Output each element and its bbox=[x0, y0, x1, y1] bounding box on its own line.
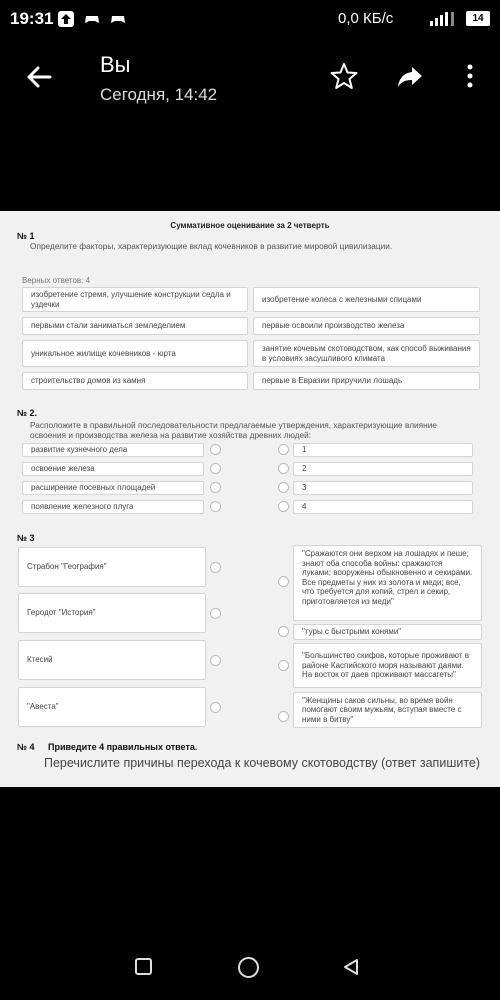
q4-text: Перечислите причины перехода к кочевому скотоводству (ответ запишите) bbox=[44, 756, 481, 770]
q2-item[interactable]: расширение посевных площадей bbox=[22, 481, 204, 495]
q2-slot-number: 2 bbox=[302, 464, 307, 474]
q2-radio[interactable] bbox=[210, 482, 221, 493]
back-arrow-icon[interactable] bbox=[24, 62, 54, 92]
q2-slot[interactable] bbox=[293, 500, 473, 514]
q1-text: Определите факторы, характеризующие вклад кочевников в развитие мировой цивилизации. bbox=[30, 241, 393, 251]
star-icon[interactable] bbox=[330, 62, 358, 90]
home-button[interactable] bbox=[238, 957, 259, 978]
upload-icon bbox=[58, 11, 74, 27]
q2-slot-number: 1 bbox=[302, 445, 307, 455]
q4-instruction: Приведите 4 правильных ответа. bbox=[48, 742, 198, 752]
q3-radio[interactable] bbox=[278, 576, 289, 587]
q2-radio[interactable] bbox=[210, 501, 221, 512]
q2-radio[interactable] bbox=[278, 482, 289, 493]
q3-quote[interactable]: "Сражаются они верхом на лошадях и пеше; знают оба способа войны: сражаются луками; вооружены обыкновенно и секирами. Все предметы у них из золота и меди; все, что требуется для копий, стрел и секир, приготовляется из меди" bbox=[293, 545, 482, 621]
q3-radio[interactable] bbox=[278, 711, 289, 722]
q2-radio[interactable] bbox=[210, 463, 221, 474]
q2-slot-number: 3 bbox=[302, 483, 307, 493]
q3-radio[interactable] bbox=[210, 608, 221, 619]
status-bar bbox=[0, 0, 500, 38]
q2-slot[interactable] bbox=[293, 462, 473, 476]
q3-quote[interactable]: "туры с быстрыми конями" bbox=[293, 624, 482, 640]
back-triangle-icon[interactable] bbox=[343, 958, 359, 976]
q2-radio[interactable] bbox=[210, 444, 221, 455]
q3-radio[interactable] bbox=[210, 655, 221, 666]
q2-radio[interactable] bbox=[278, 444, 289, 455]
q1-option[interactable]: изобретение стремя, улучшение конструкции седла и уздечки bbox=[22, 287, 248, 312]
q3-number: № 3 bbox=[17, 533, 35, 543]
q2-number: № 2. bbox=[17, 408, 38, 418]
q3-radio[interactable] bbox=[210, 702, 221, 713]
q1-option[interactable]: первые освоили производство железа bbox=[253, 317, 480, 335]
q1-option[interactable]: первые в Евразии приручили лошадь bbox=[253, 372, 480, 390]
q3-source[interactable]: "Авеста" bbox=[18, 687, 206, 727]
q1-option[interactable]: первыми стали заниматься земледелием bbox=[22, 317, 248, 335]
q1-number: № 1 bbox=[17, 231, 35, 241]
q3-source[interactable]: Ктесий bbox=[18, 640, 206, 680]
q2-item[interactable]: появление железного плуга bbox=[22, 500, 204, 514]
more-options-icon[interactable] bbox=[456, 62, 484, 90]
q2-radio[interactable] bbox=[278, 501, 289, 512]
forward-icon[interactable] bbox=[396, 62, 424, 90]
doc-title: Суммативное оценивание за 2 четверть bbox=[170, 221, 330, 230]
q2-radio[interactable] bbox=[278, 463, 289, 474]
q2-item[interactable]: развитие кузнечного дела bbox=[22, 443, 204, 457]
q3-source[interactable]: Геродот "История" bbox=[18, 593, 206, 633]
recent-apps-button[interactable] bbox=[135, 958, 152, 975]
q1-option[interactable]: изобретение колеса с железными спицами bbox=[253, 287, 480, 312]
q3-quote[interactable]: "Большинство скифов, которые проживают в районе Каспийского моря называют даями. На восток от даев проживают массагеты" bbox=[293, 643, 482, 688]
clock: 19:31 bbox=[10, 9, 54, 28]
document-image bbox=[0, 211, 500, 787]
signal-icon bbox=[430, 12, 458, 26]
network-speed: 0,0 КБ/с bbox=[338, 10, 394, 27]
q1-option[interactable]: занятие кочевым скотоводством, как способ выживания в условиях засушливого климата bbox=[253, 340, 480, 367]
gamepad-icon-2 bbox=[110, 11, 126, 27]
gamepad-icon bbox=[84, 11, 100, 27]
q3-radio[interactable] bbox=[278, 660, 289, 671]
q2-slot-number: 4 bbox=[302, 502, 307, 512]
q3-quote[interactable]: "Женщины саков сильны, во время войн помогают своим мужьям, вступая вместе с ними в битву" bbox=[293, 692, 482, 728]
q3-radio[interactable] bbox=[278, 626, 289, 637]
q2-slot[interactable] bbox=[293, 443, 473, 457]
q1-option[interactable]: уникальное жилище кочевников - юрта bbox=[22, 340, 248, 367]
q3-radio[interactable] bbox=[210, 562, 221, 573]
sender-name: Вы bbox=[100, 52, 131, 77]
q3-source[interactable]: Страбон "География" bbox=[18, 547, 206, 587]
q2-text: Расположите в правильной последовательности предлагаемые утверждения, характеризующие влияние освоения и производства железа на развитие хозяйства древних людей: bbox=[30, 420, 437, 440]
q1-hint: Верных ответов: 4 bbox=[22, 276, 91, 285]
q2-item[interactable]: освоение железа bbox=[22, 462, 204, 476]
q4-number: № 4 bbox=[17, 742, 35, 752]
q2-slot[interactable] bbox=[293, 481, 473, 495]
q1-option[interactable]: строительство домов из камня bbox=[22, 372, 248, 390]
message-date: Сегодня, 14:42 bbox=[100, 85, 218, 104]
app-bar bbox=[0, 38, 500, 120]
battery-indicator: 14 bbox=[466, 11, 490, 26]
